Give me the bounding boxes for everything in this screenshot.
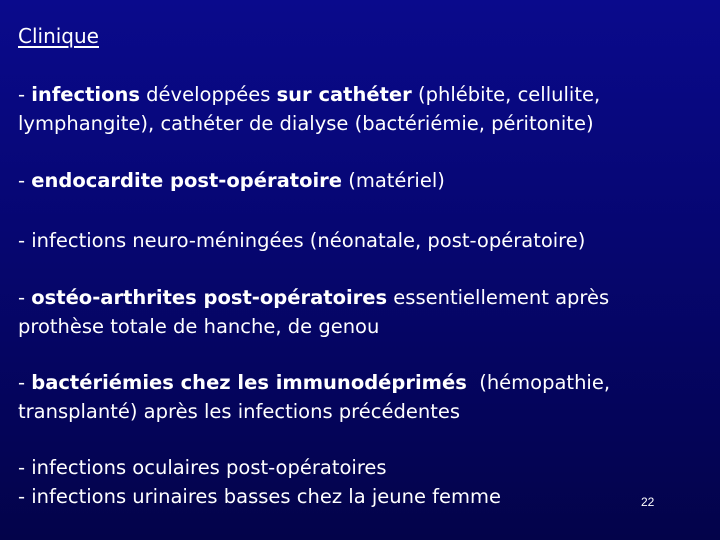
bullet-line: - infections neuro-méningées (néonatale, post-opératoire) xyxy=(18,229,586,252)
bullet-item-osteo-arthritis xyxy=(18,283,609,341)
slide-title: Clinique xyxy=(18,24,99,48)
bold-term: ostéo-arthrites post-opératoires xyxy=(31,286,388,309)
bullet-item-ocular-urinary xyxy=(18,453,501,511)
text-run: (matériel) xyxy=(342,169,445,192)
bold-term: sur cathéter xyxy=(276,83,412,106)
text-run: (phlébite, cellulite, xyxy=(411,83,601,106)
bullet-line-continued: prothèse totale de hanche, de genou xyxy=(18,315,380,338)
bullet-line-continued: lymphangite), cathéter de dialyse (bactériémie, péritonite) xyxy=(18,112,594,135)
bullet-item-neuro-meningeal xyxy=(18,226,585,255)
bullet-item-bacteremia xyxy=(18,368,610,426)
bullet-dash: - xyxy=(18,83,32,106)
bullet-item-catheter-infections xyxy=(18,80,600,138)
bold-term: infections xyxy=(31,83,140,106)
bullet-line xyxy=(18,368,610,397)
text-run: (hémopathie, xyxy=(466,371,611,394)
page-number: 22 xyxy=(641,495,655,509)
bold-term: bactériémies chez les immunodéprimés xyxy=(31,371,467,394)
bullet-line xyxy=(18,166,445,195)
bullet-line: - infections oculaires post-opératoires xyxy=(18,456,387,479)
text-run: développées xyxy=(139,83,277,106)
bullet-line xyxy=(18,283,609,312)
bullet-dash: - xyxy=(18,371,32,394)
bullet-line-continued: transplanté) après les infections précédentes xyxy=(18,400,461,423)
bullet-dash: - xyxy=(18,169,32,192)
bullet-line xyxy=(18,80,600,109)
bold-term: endocardite post-opératoire xyxy=(31,169,343,192)
bullet-item-endocarditis xyxy=(18,166,445,195)
bullet-line: - infections urinaires basses chez la jeune femme xyxy=(18,485,502,508)
bullet-dash: - xyxy=(18,286,32,309)
text-run: essentiellement après xyxy=(387,286,610,309)
